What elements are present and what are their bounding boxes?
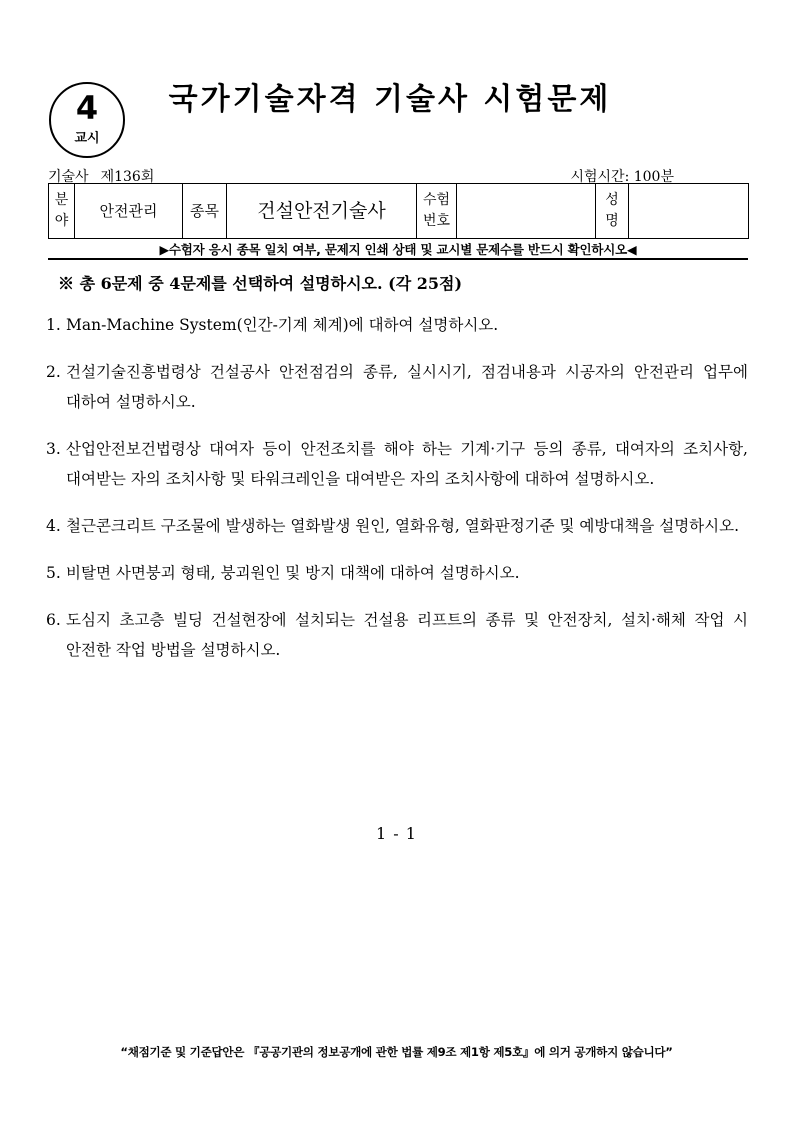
exam-number-field[interactable] <box>457 184 596 239</box>
page-title: 국가기술자격 기술사 시험문제 <box>168 82 612 117</box>
question-text: Man-Machine System(인간-기계 체계)에 대하여 설명하시오. <box>66 316 499 334</box>
session-badge <box>49 82 125 158</box>
exam-number-label: 수험 번호 <box>417 184 457 239</box>
field-label: 분 야 <box>49 184 75 239</box>
question-text: 건설기술진흥법령상 건설공사 안전점검의 종류, 실시시기, 점검내용과 시공자의 안전관리 업무에 대하여 설명하시오. <box>66 363 748 411</box>
page-number: 1 - 1 <box>376 824 417 843</box>
question-number: 2. <box>46 363 61 381</box>
exam-type: 기술사 <box>48 169 89 185</box>
question-text: 산업안전보건법령상 대여자 등이 안전조치를 해야 하는 기계·기구 등의 종류, 대여자의 조치사항, 대여받는 자의 조치사항 및 타워크레인을 대여받은 자의 조치사항에 대하여 설명하시오. <box>66 440 748 488</box>
exam-time: 시험시간: 100분 <box>570 169 674 185</box>
exam-round: 제136회 <box>100 169 155 185</box>
category-value: 건설안전기술사 <box>227 184 417 239</box>
question-item <box>46 558 748 588</box>
question-number: 5. <box>46 564 61 582</box>
question-item <box>46 310 748 340</box>
question-number: 1. <box>46 316 61 334</box>
question-item <box>46 605 748 665</box>
question-item <box>46 511 748 541</box>
question-item <box>46 357 748 417</box>
field-value: 안전관리 <box>75 184 183 239</box>
footer-note: “채점기준 및 기준답안은 『공공기관의 정보공개에 관한 법률 제9조 제1항 제5호』에 의거 공개하지 않습니다” <box>120 1045 673 1059</box>
question-text: 도심지 초고층 빌딩 건설현장에 설치되는 건설용 리프트의 종류 및 안전장치, 설치·해체 작업 시 안전한 작업 방법을 설명하시오. <box>66 611 748 659</box>
question-number: 3. <box>46 440 61 458</box>
question-number: 6. <box>46 611 61 629</box>
session-label: 교시 <box>74 131 100 146</box>
exam-info-table <box>48 183 749 239</box>
divider <box>48 258 748 260</box>
name-label: 성 명 <box>596 184 629 239</box>
session-number: 4 <box>75 89 99 127</box>
notice: ▶수험자 응시 종목 일치 여부, 문제지 인쇄 상태 및 교시별 문제수를 반드시 확인하시오◀ <box>159 242 637 257</box>
name-field[interactable] <box>629 184 749 239</box>
question-text: 비탈면 사면붕괴 형태, 붕괴원인 및 방지 대책에 대하여 설명하시오. <box>66 564 520 582</box>
instruction: ※ 총 6문제 중 4문제를 선택하여 설명하시오. (각 25점) <box>58 274 463 293</box>
question-list <box>46 310 748 682</box>
question-text: 철근콘크리트 구조물에 발생하는 열화발생 원인, 열화유형, 열화판정기준 및 예방대책을 설명하시오. <box>66 517 740 535</box>
question-item <box>46 434 748 494</box>
category-label: 종목 <box>183 184 227 239</box>
question-number: 4. <box>46 517 61 535</box>
